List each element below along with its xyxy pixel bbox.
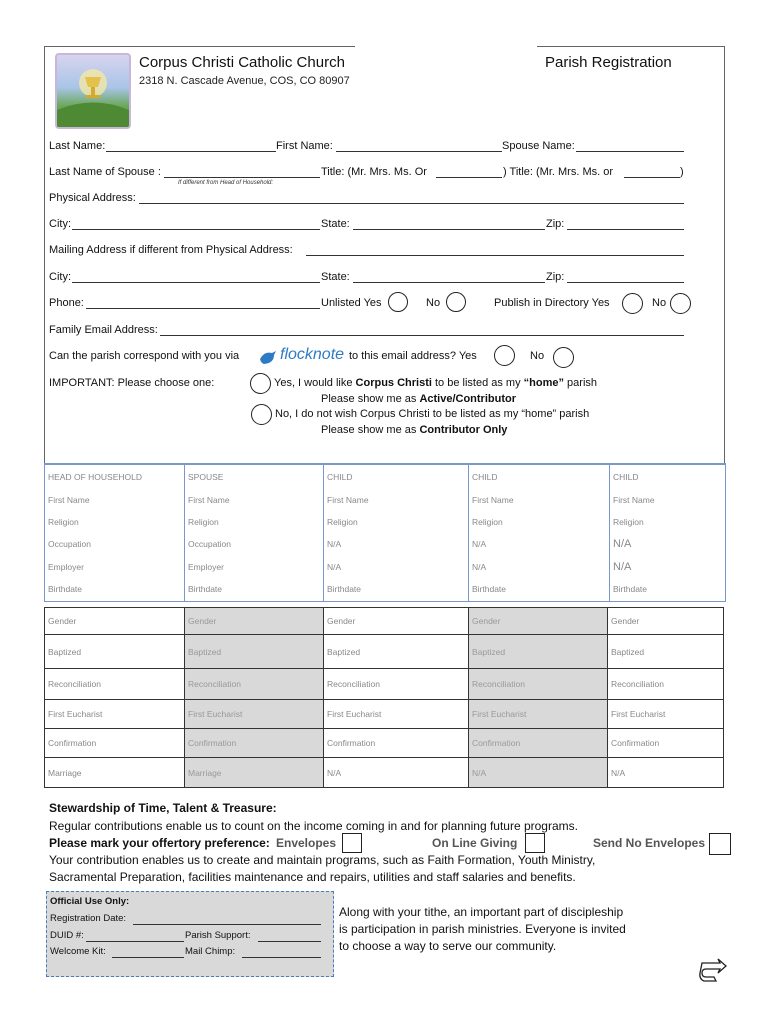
table-cell[interactable]: Confirmation — [324, 729, 469, 758]
column-header: CHILD — [469, 464, 610, 489]
table-cell[interactable]: Gender — [45, 608, 185, 635]
if-different-note: If different from Head of Household: — [178, 180, 274, 186]
table-cell[interactable]: Religion — [324, 511, 469, 533]
last-name-label: Last Name: — [49, 140, 106, 152]
home-parish-no-radio[interactable] — [251, 404, 272, 425]
table-cell[interactable]: Occupation — [185, 533, 324, 555]
table-cell[interactable]: Baptized — [45, 635, 185, 669]
correspond-question: Can the parish correspond with you via — [49, 350, 240, 362]
table-cell[interactable]: Confirmation — [185, 729, 324, 758]
spouse-last-name-label: Last Name of Spouse : — [49, 166, 161, 178]
table-cell[interactable]: First Name — [185, 489, 324, 511]
unlisted-no-label: No — [426, 297, 441, 309]
table-cell[interactable]: Confirmation — [45, 729, 185, 758]
opt1-text-a: Yes, I would like — [274, 377, 356, 389]
official-heading: Official Use Only: — [50, 896, 130, 907]
physical-address-field[interactable] — [139, 203, 684, 204]
opt1-text-b: Corpus Christi — [355, 377, 432, 389]
table-cell[interactable]: Birthdate — [185, 578, 324, 601]
family-email-label: Family Email Address: — [49, 324, 158, 336]
last-name-field[interactable] — [106, 151, 276, 152]
table-cell[interactable]: Reconciliation — [469, 669, 608, 700]
city-field[interactable] — [72, 229, 320, 230]
table-cell[interactable]: N/A — [324, 533, 469, 555]
correspond-no-radio[interactable] — [553, 347, 574, 368]
phone-field[interactable] — [86, 308, 320, 309]
correspond-no-label: No — [530, 350, 545, 362]
table-cell[interactable]: Religion — [45, 511, 185, 533]
phone-label: Phone: — [49, 297, 84, 309]
mailing-address-field[interactable] — [306, 255, 684, 256]
table-cell[interactable]: Marriage — [185, 758, 324, 788]
tithe-line2: is participation in parish ministries. Everyone is invited — [339, 922, 626, 936]
opt1-line2-b: Active/Contributor — [419, 393, 516, 405]
parish-support-label: Parish Support: — [185, 930, 251, 941]
table-cell[interactable]: Gender — [469, 608, 608, 635]
stewardship-line1: Regular contributions enable us to count on the income coming in and for planning future programs. — [49, 819, 578, 833]
send-no-envelopes-checkbox[interactable] — [709, 833, 731, 855]
zip2-field[interactable] — [567, 282, 684, 283]
envelopes-checkbox[interactable] — [342, 833, 362, 853]
table-cell[interactable]: Confirmation — [608, 729, 724, 758]
city-label: City: — [49, 218, 71, 230]
table-cell[interactable]: Reconciliation — [608, 669, 724, 700]
title-label-1: Title: (Mr. Mrs. Ms. Or — [321, 166, 427, 178]
registration-date-label: Registration Date: — [50, 913, 127, 924]
title-close: ) — [680, 166, 684, 178]
spouse-last-name-field[interactable] — [164, 177, 320, 178]
duid-field[interactable] — [86, 941, 184, 942]
table-cell[interactable]: Reconciliation — [185, 669, 324, 700]
publish-no-radio[interactable] — [670, 293, 691, 314]
table-cell[interactable]: Baptized — [469, 635, 608, 669]
unlisted-yes-radio[interactable] — [388, 292, 408, 312]
flocknote-bird-icon — [258, 347, 278, 367]
unlisted-no-radio[interactable] — [446, 292, 466, 312]
table-cell[interactable]: Marriage — [45, 758, 185, 788]
table-cell[interactable]: Religion — [185, 511, 324, 533]
org-address: 2318 N. Cascade Avenue, COS, CO 80907 — [139, 75, 350, 87]
title-label-2: ) Title: (Mr. Mrs. Ms. or — [503, 166, 613, 178]
column-header: HEAD OF HOUSEHOLD — [45, 464, 185, 489]
active-contributor-text — [321, 393, 516, 405]
column-header: CHILD — [324, 464, 469, 489]
important-label: IMPORTANT: Please choose one: — [49, 377, 215, 389]
table-cell[interactable]: Baptized — [185, 635, 324, 669]
table-row — [45, 729, 724, 758]
title-field-1[interactable] — [436, 177, 502, 178]
table-cell[interactable]: Employer — [45, 555, 185, 578]
stewardship-line3: Your contribution enables us to create and maintain programs, such as Faith Formation, Youth Ministry, — [49, 853, 596, 867]
state2-label: State: — [321, 271, 350, 283]
publish-no-label: No — [652, 297, 667, 309]
form-title: Parish Registration — [545, 54, 672, 71]
first-name-label: First Name: — [276, 140, 333, 152]
table-cell[interactable]: N/A — [469, 758, 608, 788]
duid-label: DUID #: — [50, 930, 84, 941]
registration-date-field[interactable] — [133, 924, 321, 925]
table-cell[interactable]: Gender — [608, 608, 724, 635]
title-field-2[interactable] — [624, 177, 680, 178]
stewardship-heading: Stewardship of Time, Talent & Treasure: — [49, 801, 277, 815]
correspond-question-2: to this email address? Yes — [349, 350, 477, 362]
family-email-field[interactable] — [160, 335, 684, 336]
table-cell[interactable]: Baptized — [324, 635, 469, 669]
table-cell[interactable]: Birthdate — [610, 578, 726, 601]
first-name-field[interactable] — [336, 151, 502, 152]
opt2-line2-a: Please show me as — [321, 424, 420, 436]
opt1-text-e: parish — [564, 377, 598, 389]
table-cell[interactable]: First Eucharist — [469, 700, 608, 729]
table-row — [45, 511, 726, 533]
table-cell[interactable]: Birthdate — [324, 578, 469, 601]
state-field[interactable] — [353, 229, 545, 230]
table-row — [45, 555, 726, 578]
table-cell[interactable]: Religion — [469, 511, 610, 533]
table-cell[interactable]: Birthdate — [45, 578, 185, 601]
opt1-text-c: to be listed as my — [431, 377, 524, 389]
zip-field[interactable] — [567, 229, 684, 230]
table-cell[interactable]: Birthdate — [469, 578, 610, 601]
table-cell[interactable]: Confirmation — [469, 729, 608, 758]
unlisted-yes-label: Unlisted Yes — [321, 297, 382, 309]
table-row — [45, 758, 724, 788]
table-cell[interactable]: First Name — [610, 489, 726, 511]
spouse-name-label: Spouse Name: — [502, 140, 575, 152]
household-header-row — [45, 464, 726, 489]
next-page-arrow-icon[interactable] — [698, 957, 728, 985]
household-table — [44, 463, 726, 602]
welcome-kit-label: Welcome Kit: — [50, 946, 106, 957]
table-cell[interactable]: N/A — [324, 555, 469, 578]
table-cell[interactable]: First Name — [45, 489, 185, 511]
table-cell[interactable]: Employer — [185, 555, 324, 578]
table-cell[interactable]: First Eucharist — [324, 700, 469, 729]
mailing-address-label: Mailing Address if different from Physical Address: — [49, 244, 293, 256]
physical-address-label: Physical Address: — [49, 192, 136, 204]
publish-yes-label: Publish in Directory Yes — [494, 297, 610, 309]
table-cell[interactable]: Reconciliation — [45, 669, 185, 700]
table-row — [45, 669, 724, 700]
table-cell[interactable]: N/A — [469, 533, 610, 555]
table-cell[interactable]: Baptized — [608, 635, 724, 669]
column-header: CHILD — [610, 464, 726, 489]
mail-chimp-field[interactable] — [242, 957, 321, 958]
welcome-kit-field[interactable] — [112, 957, 184, 958]
online-giving-checkbox[interactable] — [525, 833, 545, 853]
state2-field[interactable] — [353, 282, 545, 283]
opt1-line2-a: Please show me as — [321, 393, 420, 405]
mail-chimp-label: Mail Chimp: — [185, 946, 236, 957]
tithe-line1: Along with your tithe, an important part of discipleship — [339, 905, 624, 919]
envelopes-label: Envelopes — [276, 836, 337, 850]
zip-label: Zip: — [546, 218, 565, 230]
correspond-yes-radio[interactable] — [494, 345, 515, 366]
publish-yes-radio[interactable] — [622, 293, 643, 314]
stewardship-line4: Sacramental Preparation, facilities maintenance and repairs, utilities and staff salaries and benefits. — [49, 870, 576, 884]
tithe-line3: to choose a way to serve our community. — [339, 939, 557, 953]
table-cell[interactable]: N/A — [324, 758, 469, 788]
table-cell[interactable]: Religion — [610, 511, 726, 533]
table-row — [45, 578, 726, 601]
table-cell[interactable]: N/A — [608, 758, 724, 788]
column-header: SPOUSE — [185, 464, 324, 489]
table-cell[interactable]: First Eucharist — [608, 700, 724, 729]
table-cell[interactable]: Occupation — [45, 533, 185, 555]
church-logo — [55, 53, 131, 129]
table-cell[interactable]: First Eucharist — [185, 700, 324, 729]
sacrament-table — [44, 607, 724, 788]
home-parish-no-text: No, I do not wish Corpus Christi to be listed as my “home” parish — [275, 408, 590, 420]
home-parish-yes-text — [274, 377, 597, 389]
table-row — [45, 700, 724, 729]
table-cell[interactable]: Gender — [324, 608, 469, 635]
table-row — [45, 533, 726, 555]
spouse-name-field[interactable] — [576, 151, 684, 152]
table-row — [45, 489, 726, 511]
table-row — [45, 635, 724, 669]
state-label: State: — [321, 218, 350, 230]
send-no-envelopes-label: Send No Envelopes — [593, 836, 706, 850]
home-parish-yes-radio[interactable] — [250, 373, 271, 394]
zip2-label: Zip: — [546, 271, 565, 283]
city2-field[interactable] — [72, 282, 320, 283]
table-cell[interactable]: Gender — [185, 608, 324, 635]
table-cell[interactable]: N/A — [469, 555, 610, 578]
table-row — [45, 608, 724, 635]
table-cell[interactable]: N/A — [610, 555, 726, 578]
table-cell[interactable]: First Name — [324, 489, 469, 511]
table-cell[interactable]: First Eucharist — [45, 700, 185, 729]
city2-label: City: — [49, 271, 71, 283]
frame-gap — [355, 44, 537, 48]
parish-support-field[interactable] — [258, 941, 321, 942]
opt2-line2-b: Contributor Only — [419, 424, 508, 436]
online-giving-label: On Line Giving — [432, 836, 518, 850]
flocknote-logo-text: flocknote — [280, 346, 345, 363]
offertory-pref-label: Please mark your offertory preference: — [49, 836, 270, 850]
table-cell[interactable]: Reconciliation — [324, 669, 469, 700]
org-name: Corpus Christi Catholic Church — [139, 54, 345, 71]
opt1-text-d: “home” — [523, 377, 564, 389]
contributor-only-text — [321, 424, 507, 436]
table-cell[interactable]: N/A — [610, 533, 726, 555]
table-cell[interactable]: First Name — [469, 489, 610, 511]
